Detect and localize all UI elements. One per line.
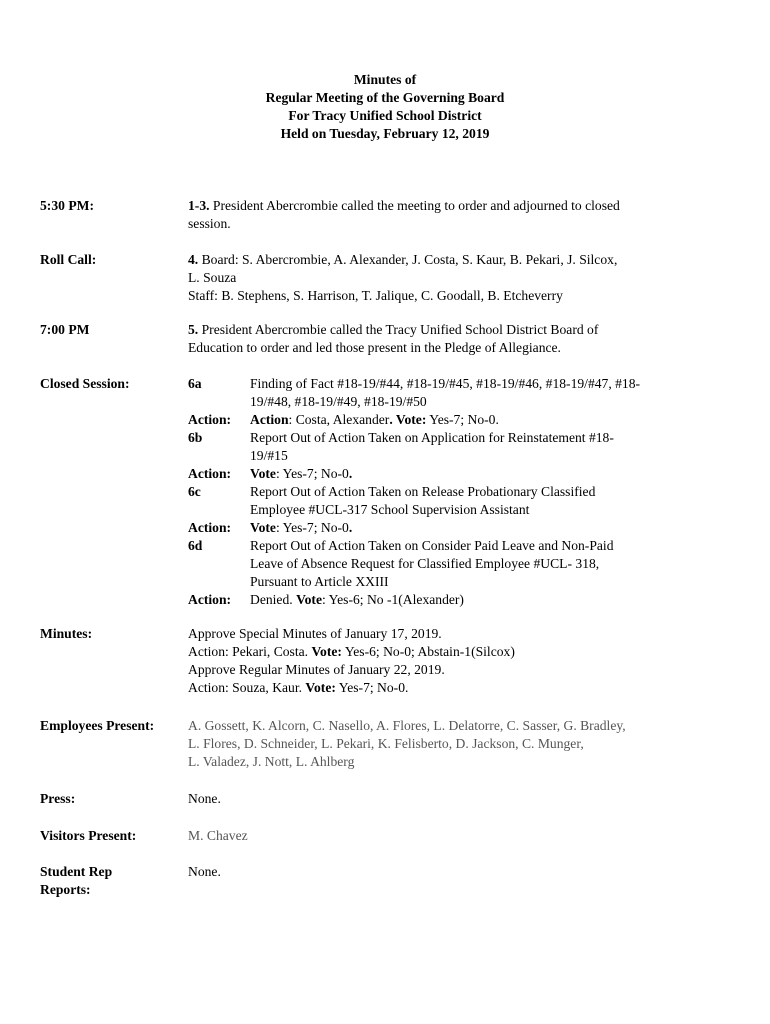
section-value: None.: [188, 864, 221, 879]
title-line-2: Regular Meeting of the Governing Board: [265, 90, 505, 105]
title-line-1: Minutes of: [353, 72, 417, 87]
text-line: session.: [188, 216, 231, 231]
action-label: Action:: [188, 466, 232, 481]
text-line: 19/#15: [250, 448, 288, 463]
text-line: Report Out of Action Taken on Application for Reinstatement #18-: [250, 430, 614, 445]
item-number: 4.: [188, 252, 199, 267]
section-text: [188, 251, 688, 305]
section-label: Minutes:: [40, 626, 93, 641]
action-text: Action: Costa, Alexander. Vote: Yes-7; No-0.: [250, 412, 499, 427]
section-text: [188, 625, 688, 697]
action-text: Vote: Yes-7; No-0.: [250, 520, 353, 535]
section-label: Roll Call:: [40, 252, 97, 267]
text-line: L. Flores, D. Schneider, L. Pekari, K. Felisberto, D. Jackson, C. Munger,: [188, 736, 584, 751]
action-text: Vote: Yes-7; No-0.: [250, 466, 353, 481]
section-text: [188, 717, 688, 771]
text-line: Board: S. Abercrombie, A. Alexander, J. Costa, S. Kaur, B. Pekari, J. Silcox,: [198, 252, 618, 267]
action-text: Denied. Vote: Yes-6; No -1(Alexander): [250, 592, 464, 607]
text-line: Approve Regular Minutes of January 22, 2019.: [188, 662, 445, 677]
text-line: Action: Souza, Kaur. Vote: Yes-7; No-0.: [188, 680, 409, 695]
text-line: Education to order and led those present in the Pledge of Allegiance.: [188, 340, 561, 355]
section-label: 7:00 PM: [40, 322, 90, 337]
item-label-6d: 6d: [188, 538, 203, 553]
item-label-6c: 6c: [188, 484, 201, 499]
section-value: M. Chavez: [188, 828, 248, 843]
text-line: Leave of Absence Request for Classified Employee #UCL- 318,: [250, 556, 600, 571]
text-line: Pursuant to Article XXIII: [250, 574, 389, 589]
item-number: 1-3.: [188, 198, 210, 213]
text-line: 19/#48, #18-19/#49, #18-19/#50: [250, 394, 427, 409]
section-label: Press:: [40, 791, 76, 806]
section-label: Visitors Present:: [40, 828, 137, 843]
item-label-6a: 6a: [188, 376, 202, 391]
section-label: [40, 863, 190, 899]
section-label: Employees Present:: [40, 718, 155, 733]
section-text: [188, 197, 688, 233]
text-line: Report Out of Action Taken on Consider Paid Leave and Non-Paid: [250, 538, 614, 553]
text-line: Approve Special Minutes of January 17, 2019.: [188, 626, 442, 641]
document-title: [0, 71, 770, 143]
title-line-4: Held on Tuesday, February 12, 2019: [280, 126, 490, 141]
item-number: 5.: [188, 322, 199, 337]
title-line-3: For Tracy Unified School District: [288, 108, 482, 123]
text-line: Staff: B. Stephens, S. Harrison, T. Jalique, C. Goodall, B. Etcheverry: [188, 288, 563, 303]
section-label: Closed Session:: [40, 376, 130, 391]
text-line: President Abercrombie called the meeting to order and adjourned to closed: [209, 198, 620, 213]
item-label-6b: 6b: [188, 430, 203, 445]
text-line: Report Out of Action Taken on Release Probationary Classified: [250, 484, 596, 499]
text-line: L. Souza: [188, 270, 237, 285]
section-text: [188, 321, 688, 357]
action-label: Action:: [188, 592, 232, 607]
text-line: A. Gossett, K. Alcorn, C. Nasello, A. Flores, L. Delatorre, C. Sasser, G. Bradley,: [188, 718, 626, 733]
text-line: Finding of Fact #18-19/#44, #18-19/#45, #18-19/#46, #18-19/#47, #18-: [250, 376, 641, 391]
text-line: Employee #UCL-317 School Supervision Assistant: [250, 502, 530, 517]
section-label: 5:30 PM:: [40, 198, 94, 213]
text-line: President Abercrombie called the Tracy Unified School District Board of: [198, 322, 599, 337]
action-label: Action:: [188, 412, 232, 427]
section-value: None.: [188, 791, 221, 806]
text-line: L. Valadez, J. Nott, L. Ahlberg: [188, 754, 355, 769]
closed-session-items: [188, 375, 698, 609]
label-line: Reports:: [40, 882, 91, 897]
label-line: Student Rep: [40, 864, 113, 879]
action-label: Action:: [188, 520, 232, 535]
text-line: Action: Pekari, Costa. Vote: Yes-6; No-0; Abstain-1(Silcox): [188, 644, 515, 659]
